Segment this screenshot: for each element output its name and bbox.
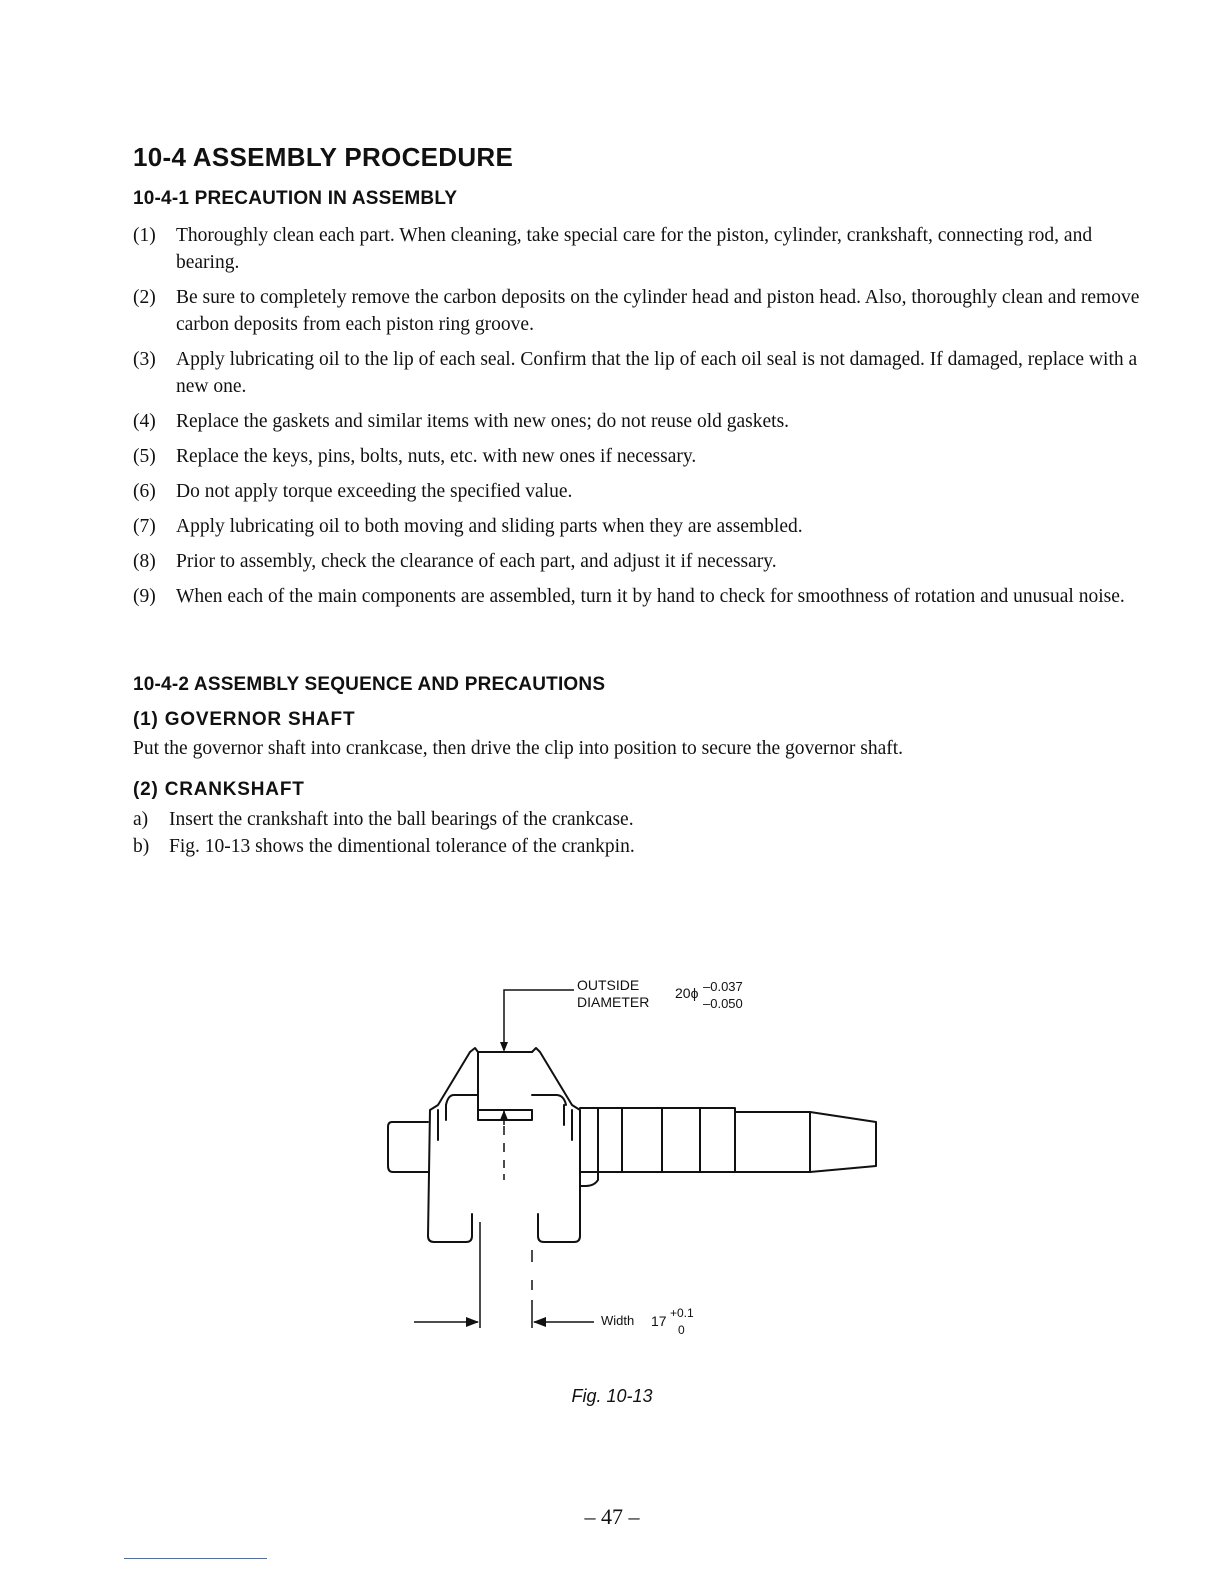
list-item bbox=[133, 583, 1143, 610]
item-text: When each of the main components are assembled, turn it by hand to check for smoothness of rotation and unusual noise. bbox=[176, 586, 1125, 607]
list-item bbox=[133, 833, 1033, 860]
item-number: (3) bbox=[133, 349, 156, 370]
item-number: a) bbox=[133, 809, 149, 830]
item-number: (9) bbox=[133, 586, 156, 607]
item-number: (6) bbox=[133, 481, 156, 502]
item-number: (8) bbox=[133, 551, 156, 572]
diameter-lower-tolerance: –0.050 bbox=[703, 996, 743, 1011]
list-item bbox=[133, 478, 1143, 505]
width-lower-tolerance: 0 bbox=[678, 1323, 685, 1337]
crankshaft-heading: (2) CRANKSHAFT bbox=[133, 779, 305, 800]
diameter-arrow bbox=[500, 1042, 508, 1052]
crankshaft-diagram bbox=[380, 960, 900, 1360]
width-upper-tolerance: +0.1 bbox=[670, 1306, 694, 1320]
item-number: (1) bbox=[133, 225, 156, 246]
tapered-end bbox=[735, 1112, 876, 1172]
width-base: 17 bbox=[651, 1313, 667, 1329]
figure-caption: Fig. 10-13 bbox=[571, 1386, 653, 1406]
left-web bbox=[428, 1052, 472, 1242]
item-number: (4) bbox=[133, 411, 156, 432]
label-outside: OUTSIDE bbox=[577, 977, 640, 993]
list-item bbox=[133, 346, 1143, 400]
main-shaft bbox=[580, 1108, 735, 1172]
list-item bbox=[133, 222, 1143, 276]
diameter-leader bbox=[504, 990, 574, 1050]
item-number: (5) bbox=[133, 446, 156, 467]
item-text: Thoroughly clean each part. When cleaning, take special care for the piston, cylinder, crankshaft, connecting rod, and bearing. bbox=[176, 225, 1093, 273]
page-number: – 47 – bbox=[584, 1504, 640, 1529]
item-text: Replace the keys, pins, bolts, nuts, etc. with new ones if necessary. bbox=[176, 446, 697, 467]
list-item bbox=[133, 284, 1143, 338]
width-arrow-right bbox=[533, 1317, 546, 1327]
item-text: Fig. 10-13 shows the dimentional tolerance of the crankpin. bbox=[169, 836, 635, 857]
item-text: Be sure to completely remove the carbon deposits on the cylinder head and piston head. Also, thoroughly clean and remove carbon deposits from each piston ring groove. bbox=[176, 287, 1140, 335]
item-number: (2) bbox=[133, 287, 156, 308]
right-web bbox=[532, 1048, 580, 1242]
footer-rule bbox=[124, 1558, 267, 1559]
crankshaft-list bbox=[133, 806, 1033, 860]
governor-shaft-text: Put the governor shaft into crankcase, then drive the clip into position to secure the governor shaft. bbox=[133, 738, 904, 759]
section-title: 10-4 ASSEMBLY PROCEDURE bbox=[133, 142, 514, 172]
item-text: Prior to assembly, check the clearance of each part, and adjust it if necessary. bbox=[176, 551, 777, 572]
item-number: (7) bbox=[133, 516, 156, 537]
item-text: Apply lubricating oil to the lip of each seal. Confirm that the lip of each oil seal is not damaged. If damaged, replace with a new one. bbox=[176, 349, 1138, 397]
item-text: Do not apply torque exceeding the specified value. bbox=[176, 481, 573, 502]
list-item bbox=[133, 408, 1143, 435]
width-arrow-left bbox=[466, 1317, 479, 1327]
width-label: Width bbox=[601, 1313, 635, 1328]
label-diameter: DIAMETER bbox=[577, 994, 650, 1010]
subsection-title-precaution: 10-4-1 PRECAUTION IN ASSEMBLY bbox=[133, 188, 458, 209]
list-item bbox=[133, 806, 1033, 833]
item-number: b) bbox=[133, 836, 150, 857]
item-text: Apply lubricating oil to both moving and sliding parts when they are assembled. bbox=[176, 516, 803, 537]
subsection-title-sequence: 10-4-2 ASSEMBLY SEQUENCE AND PRECAUTIONS bbox=[133, 674, 606, 695]
left-journal bbox=[388, 1122, 428, 1172]
crank-pin bbox=[478, 1052, 532, 1110]
governor-shaft-heading: (1) GOVERNOR SHAFT bbox=[133, 709, 356, 730]
list-item bbox=[133, 443, 1143, 470]
list-item bbox=[133, 548, 1143, 575]
item-text: Replace the gaskets and similar items with new ones; do not reuse old gaskets. bbox=[176, 411, 790, 432]
diameter-base: 20ϕ bbox=[675, 985, 699, 1001]
precaution-list bbox=[133, 222, 1143, 618]
item-text: Insert the crankshaft into the ball bearings of the crankcase. bbox=[169, 809, 634, 830]
list-item bbox=[133, 513, 1143, 540]
diameter-upper-tolerance: –0.037 bbox=[703, 979, 743, 994]
